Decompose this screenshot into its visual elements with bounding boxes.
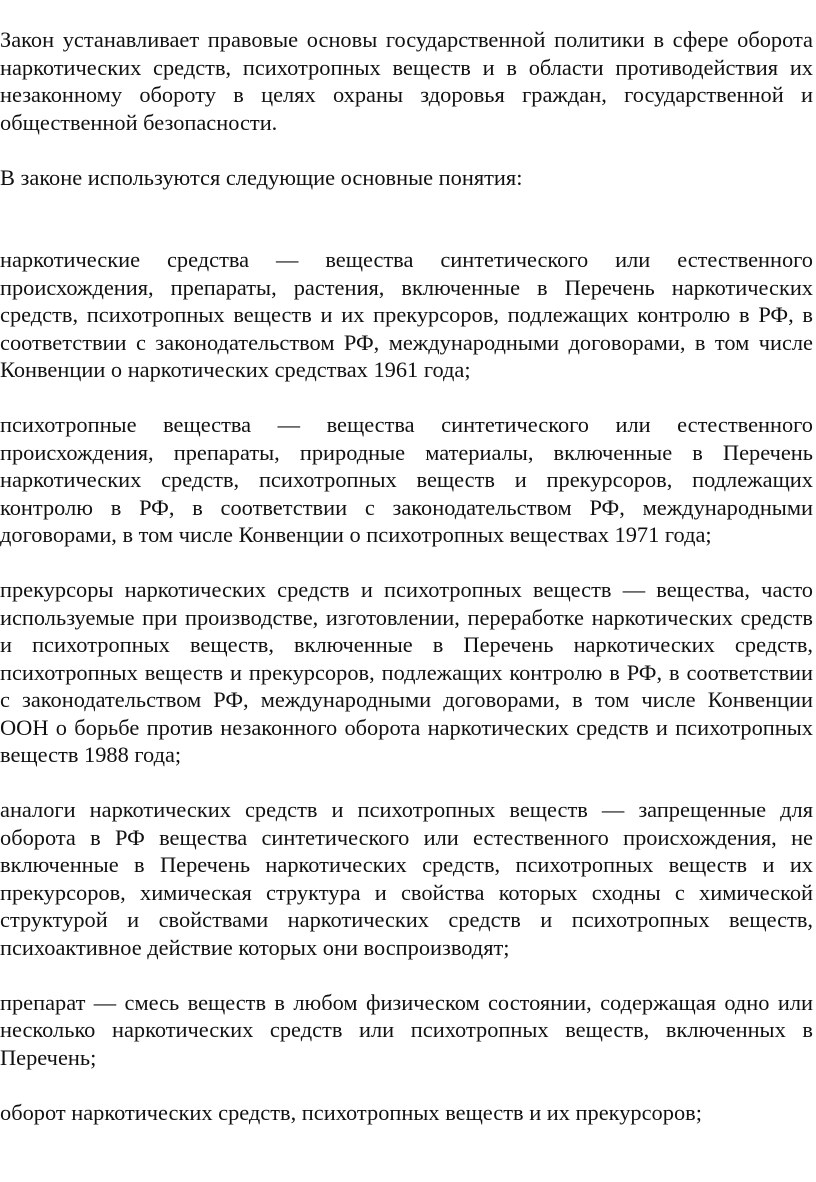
paragraph-spacer (0, 961, 813, 989)
definition-narcotic-drugs: наркотические средства — вещества синтетического или естественного происхождения, препараты, растения, включенные в Перечень наркотических средств, психотропных веществ и их прекурсоров, подлежащих контролю в РФ, в соответствии с законодательством РФ, международными договорами, в том числе Конвенции о наркотических средствах 1961 года; (0, 247, 813, 382)
definition-circulation: оборот наркотических средств, психотропных веществ и их прекурсоров; (0, 1099, 702, 1125)
paragraph-spacer (0, 769, 813, 797)
definition-precursors: прекурсоры наркотических средств и психотропных веществ — вещества, часто используемые при производстве, изготовлении, переработке наркотических средств и психотропных веществ, включенные в Перечень наркотических средств, психотропных веществ и прекурсоров, подлежащих контролю в РФ, в соответствии с законодательством РФ, международными договорами, в том числе Конвенции ООН о борьбе против незаконного оборота наркотических средств и психотропных веществ 1988 года; (0, 577, 813, 767)
intro-paragraph: Закон устанавливает правовые основы государственной политики в сфере оборота наркотических средств, психотропных веществ и в области противодействия их незаконному обороту в целях охраны здоровья граждан, государственной и общественной безопасности. (0, 27, 813, 135)
paragraph-spacer (0, 1071, 813, 1099)
paragraph-spacer (0, 549, 813, 577)
concepts-heading: В законе используются следующие основные понятия: (0, 164, 523, 190)
paragraph-spacer (0, 136, 813, 164)
definition-psychotropic-substances: психотропные вещества — вещества синтетического или естественного происхождения, препараты, природные материалы, включенные в Перечень наркотических средств, психотропных веществ и прекурсоров, подлежащих контролю в РФ, в соответствии с законодательством РФ, международными договорами, в том числе Конвенции о психотропных веществах 1971 года; (0, 412, 813, 547)
definition-preparation: препарат — смесь веществ в любом физическом состоянии, содержащая одно или несколько наркотических средств или психотропных веществ, включенных в Перечень; (0, 989, 813, 1070)
paragraph-spacer (0, 384, 813, 412)
definition-analogues: аналоги наркотических средств и психотропных веществ — запрещенные для оборота в РФ вещества синтетического или естественного происхождения, не включенные в Перечень наркотических средств, психотропных веществ и их прекурсоров, химическая структура и свойства которых сходны с химической структурой и свойствами наркотических средств и психотропных веществ, психоактивное действие которых они воспроизводят; (0, 797, 813, 960)
paragraph-spacer (0, 191, 813, 246)
